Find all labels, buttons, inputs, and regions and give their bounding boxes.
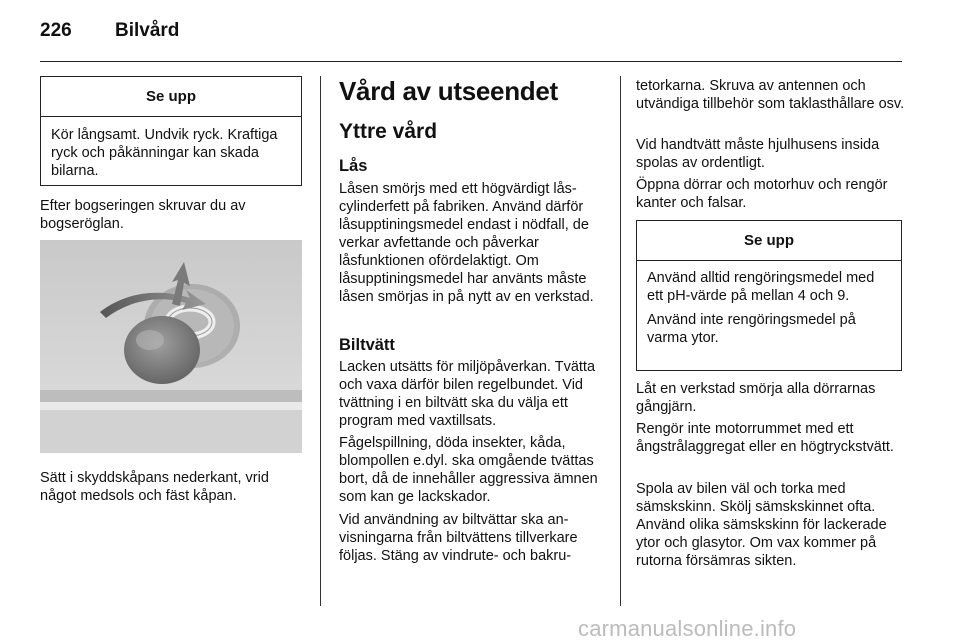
column-divider-2 xyxy=(620,76,621,606)
paragraph-unscrew-eye: Efter bogseringen skruvar du av bogseröglan. xyxy=(40,198,246,232)
paragraph-car-wash-1: Lacken utsätts för miljöpåverkan. Tvätta och vaxa därför bilen regelbundet. Vid tvättning i en biltvätt ska du välja ett program med vaxtillsats. xyxy=(339,359,596,429)
header-rule xyxy=(40,61,902,62)
caution-box-title: Se upp xyxy=(41,77,301,117)
paragraph-hand-wash: Vid handtvätt måste hjulhusens insida spolas av ordentligt. xyxy=(636,137,880,171)
caution-box-towing xyxy=(40,76,302,186)
heading-appearance-care: Vård av utseendet xyxy=(339,76,558,106)
caution-box-text: Kör långsamt. Undvik ryck. Kraftiga ryck och påkänningar kan skada bilarna. xyxy=(51,127,278,179)
column-divider-1 xyxy=(320,76,321,606)
page-number: 226 xyxy=(40,20,72,41)
paragraph-fit-cover: Sätt i skyddskåpans nederkant, vrid något medsols och fäst kåpan. xyxy=(40,470,269,504)
caution-box-title: Se upp xyxy=(637,221,901,261)
section-title: Bilvård xyxy=(115,20,180,41)
paragraph-doors: Öppna dörrar och motorhuv och rengör kanter och falsar. xyxy=(636,177,888,211)
paragraph-locks: Låsen smörjs med ett högvärdigt låscylinderfett på fabriken. Använd därför låsupptiningsmedel endast i nödfall, de verkar avfettande och påverkar låsfunktionen ofördelaktigt. Om låsupptiningsmedel har använts måste låsen smörjas in på nytt av en verkstad. xyxy=(339,181,594,305)
paragraph-engine-bay: Rengör inte motorrummet med ett ångstrålaggregat eller en högtryckstvätt. xyxy=(636,421,894,455)
cover-illustration-svg xyxy=(40,240,302,453)
caution-box-detergent xyxy=(636,220,902,371)
watermark: carmanualsonline.info xyxy=(578,616,797,641)
paragraph-hinges: Låt en verkstad smörja alla dörrarnas gångjärn. xyxy=(636,381,876,415)
paragraph-car-wash-2: Fågelspillning, döda insekter, kåda, blompollen e.dyl. ska omgående tvättas bort, då de innehåller aggressiva ämnen som kan ge lackskador. xyxy=(339,435,598,505)
subheading-locks: Lås xyxy=(339,157,368,175)
paragraph-chamois: Spola av bilen väl och torka med sämskskinn. Skölj sämskskinnet ofta. Använd olika sämskskinn för lackerade ytor och glasytor. Om vax kommer på rutorna försämras sikten. xyxy=(636,481,887,569)
subheading-car-wash: Biltvätt xyxy=(339,336,395,354)
paragraph-car-wash-3: Vid användning av biltvättar ska anvisningarna från biltvättens tillverkare följas. Stäng av vindrute- och bakru- xyxy=(339,512,578,564)
paragraph-wipers: tetorkarna. Skruva av antennen och utvändiga tillbehör som taklasthållare osv. xyxy=(636,78,905,112)
heading-exterior-care: Yttre vård xyxy=(339,120,438,143)
cover-illustration xyxy=(40,240,302,453)
caution-box-text-1: Använd alltid rengöringsmedel med ett pH-värde på mellan 4 och 9. xyxy=(647,270,875,304)
caution-box-text-2: Använd inte rengöringsmedel på varma ytor. xyxy=(647,312,856,346)
